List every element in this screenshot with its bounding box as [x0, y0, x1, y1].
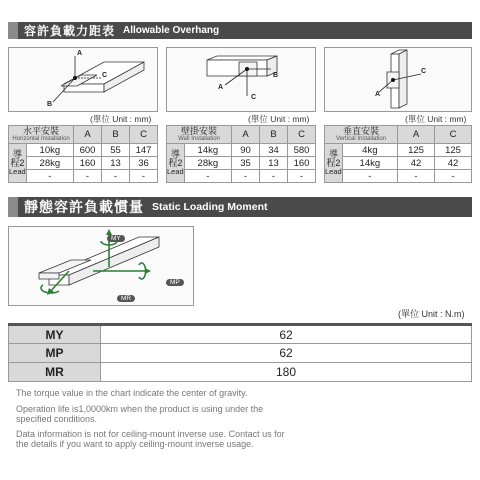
horizontal-axis-c: C — [102, 72, 108, 79]
table-row: - - - - — [9, 170, 158, 183]
note-center-of-gravity: The torque value in the chart indicate the center of gravity. — [16, 388, 248, 398]
moment-rail-drawing — [9, 227, 193, 305]
horizontal-unit-label: (單位 Unit : mm) — [90, 114, 152, 124]
wall-overhang-table — [166, 125, 316, 183]
vertical-rail-drawing — [325, 48, 471, 111]
wall-install-diagram — [166, 47, 316, 112]
my-label: MY — [107, 235, 125, 242]
table-row — [9, 325, 472, 344]
allowable-overhang-header — [8, 22, 472, 39]
stroke-lead-cell: 導程2 Lead — [167, 144, 185, 183]
vertical-install-diagram — [324, 47, 472, 112]
static-moment-table — [8, 323, 472, 382]
moment-title-zh: 靜態容許負載慣量 — [24, 199, 144, 215]
col-header: C — [288, 126, 316, 144]
moment-unit-label: (單位 Unit : N.m) — [398, 309, 465, 319]
horizontal-install-diagram — [8, 47, 158, 112]
overhang-title-en: Allowable Overhang — [123, 25, 220, 36]
wall-unit-label: (單位 Unit : mm) — [248, 114, 310, 124]
col-header: C — [130, 126, 158, 144]
static-moment-diagram — [8, 226, 194, 306]
mr-label: MR — [117, 295, 135, 302]
horizontal-axis-a: A — [77, 50, 83, 57]
vertical-header: 垂直安裝 Vertical Installation — [325, 126, 398, 144]
moment-value: 62 — [101, 344, 472, 363]
wall-header: 壁掛安裝 Wall Installation — [167, 126, 232, 144]
header-accent — [8, 197, 18, 217]
table-row: 導程2 Lead 10kg 600 55 147 — [9, 144, 158, 157]
horizontal-rail-drawing — [9, 48, 157, 111]
vertical-overhang-table — [324, 125, 472, 183]
moment-label: MP — [9, 344, 101, 363]
vertical-axis-c: C — [421, 68, 427, 75]
note-ceiling-mount: Data information is not for ceiling-mount inverse use. Contact us for the details if you want to apply ceiling-mount inverse usage. — [16, 429, 285, 449]
col-header: A — [232, 126, 260, 144]
col-header: B — [102, 126, 130, 144]
wall-axis-c: C — [251, 94, 257, 101]
col-header: A — [398, 126, 435, 144]
table-row: 28kg 35 13 160 — [167, 157, 316, 170]
table-row: - - - — [325, 170, 472, 183]
mp-label: MP — [166, 279, 184, 286]
horizontal-overhang-table — [8, 125, 158, 183]
wall-axis-a: A — [218, 84, 224, 91]
table-row: 導程2 Lead 14kg 90 34 580 — [167, 144, 316, 157]
col-header: B — [260, 126, 288, 144]
note-operation-life: Operation life is1,0000km when the product is using under the specified conditions. — [16, 404, 264, 424]
stroke-lead-cell: 導程2 Lead — [325, 144, 343, 183]
moment-title-en: Static Loading Moment — [152, 201, 268, 213]
horizontal-axis-b: B — [47, 101, 53, 108]
table-row: 導程2 Lead 4kg 125 125 — [325, 144, 472, 157]
moment-value: 62 — [101, 325, 472, 344]
horizontal-header: 水平安裝 Horizontal Installation — [9, 126, 74, 144]
vertical-axis-a: A — [375, 91, 381, 98]
vertical-unit-label: (單位 Unit : mm) — [405, 114, 467, 124]
stroke-lead-cell: 導程2 Lead — [9, 144, 27, 183]
table-row — [9, 344, 472, 363]
overhang-title-zh: 容許負載力距表 — [24, 24, 116, 38]
moment-value: 180 — [101, 363, 472, 382]
table-row: 14kg 42 42 — [325, 157, 472, 170]
table-row: 28kg 160 13 36 — [9, 157, 158, 170]
wall-rail-drawing — [167, 48, 315, 111]
wall-axis-b: B — [273, 72, 279, 79]
moment-label: MY — [9, 325, 101, 344]
moment-label: MR — [9, 363, 101, 382]
col-header: A — [74, 126, 102, 144]
table-row — [9, 363, 472, 382]
header-accent — [8, 22, 18, 39]
col-header: C — [435, 126, 472, 144]
static-loading-moment-header — [8, 197, 472, 217]
table-row: - - - - — [167, 170, 316, 183]
